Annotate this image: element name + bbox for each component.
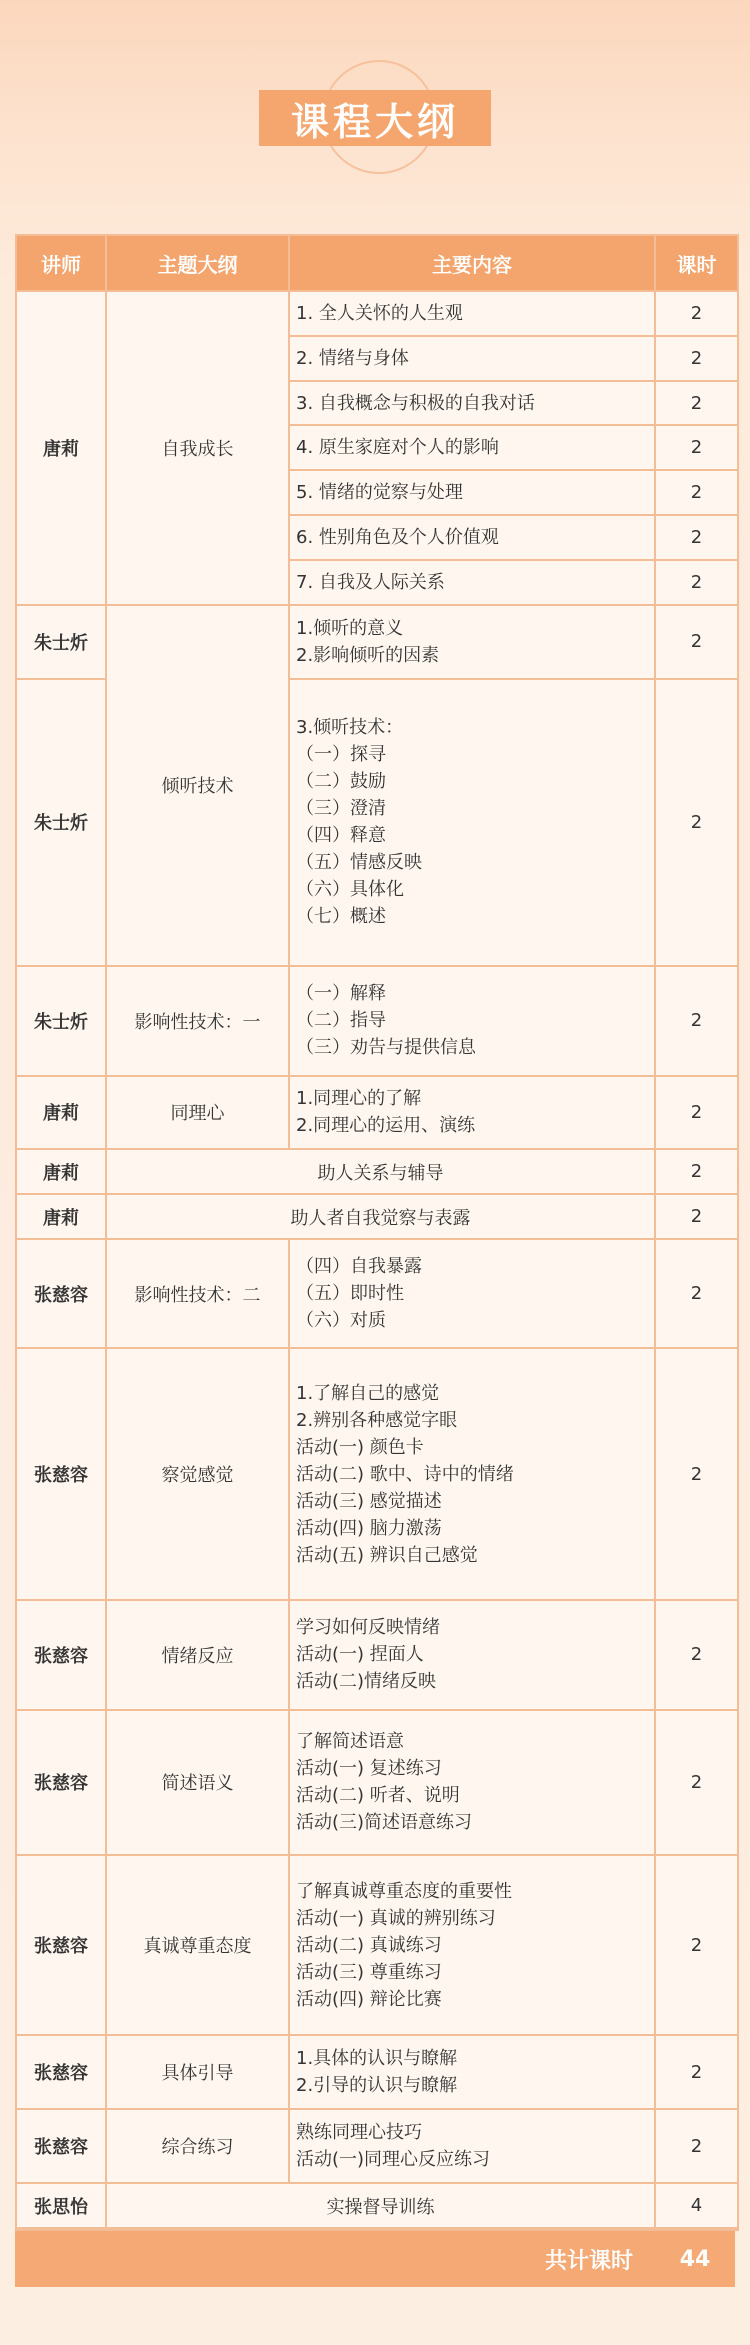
content-cell [290, 426, 656, 471]
content-cell [290, 292, 656, 337]
instructor-cell: 张慈容 [17, 1349, 107, 1601]
content-cell [290, 2036, 656, 2110]
content-line: 4. 原生家庭对个人的影响 [296, 437, 499, 459]
hours-cell: 2 [656, 1195, 737, 1240]
content-cell [290, 1856, 656, 2037]
content-line: 活动(二)情绪反映 [296, 1671, 437, 1693]
table-row [17, 1077, 737, 1151]
instructor-cell: 张慈容 [17, 1856, 107, 2037]
content-line: 1.倾听的意义 [296, 617, 404, 639]
topic-cell: 真诚尊重态度 [107, 1856, 290, 2037]
table-row [17, 292, 737, 337]
hours-cell: 2 [656, 1240, 737, 1349]
hours-cell: 2 [656, 426, 737, 471]
merged-topic-cell: 助人者自我觉察与表露 [107, 1195, 656, 1240]
topic-cell: 简述语义 [107, 1711, 290, 1856]
content-line: （二）鼓励 [296, 771, 386, 793]
content-line: 2.影响倾听的因素 [296, 644, 440, 666]
table-row [17, 1349, 737, 1601]
instructor-cell: 张慈容 [17, 1240, 107, 1349]
content-line: 活动(二) 歌中、诗中的情绪 [296, 1463, 514, 1485]
content-line: 2.同理心的运用、演练 [296, 1115, 476, 1137]
content-line: 7. 自我及人际关系 [296, 571, 445, 593]
page-title: 课程大纲 [259, 90, 491, 146]
hours-cell: 2 [656, 680, 737, 967]
table-row [17, 967, 737, 1076]
content-line: 1.具体的认识与瞭解 [296, 2048, 458, 2070]
table-body [17, 292, 737, 2229]
content-cell [290, 2110, 656, 2184]
table-row [17, 1195, 737, 1240]
content-line: 2. 情绪与身体 [296, 347, 409, 369]
table-row [17, 2110, 737, 2184]
hours-cell: 2 [656, 292, 737, 337]
content-line: 活动(一) 真诚的辨别练习 [296, 1907, 496, 1929]
content-cell [290, 1601, 656, 1710]
content-line: 2.引导的认识与瞭解 [296, 2075, 458, 2097]
content-cell [290, 1349, 656, 1601]
topic-cell: 综合练习 [107, 2110, 290, 2184]
content-line: 熟练同理心技巧 [296, 2122, 422, 2144]
instructor-cell: 唐莉 [17, 1195, 107, 1240]
table-row [17, 2036, 737, 2110]
header-hours: 课时 [656, 236, 737, 292]
content-cell [290, 1077, 656, 1151]
content-cell [290, 337, 656, 382]
content-line: 了解真诚尊重态度的重要性 [296, 1880, 512, 1902]
instructor-cell: 朱士炘 [17, 606, 107, 680]
content-line: （六）对质 [296, 1310, 386, 1332]
topic-cell: 察觉感觉 [107, 1349, 290, 1601]
content-line: 活动(三)简述语意练习 [296, 1812, 473, 1834]
content-cell [290, 1711, 656, 1856]
content-line: （四）自我暴露 [296, 1256, 422, 1278]
content-line: （四）释意 [296, 825, 386, 847]
content-line: 1. 全人关怀的人生观 [296, 302, 463, 324]
table-header-row [17, 236, 737, 292]
content-line: （七）概述 [296, 906, 386, 928]
instructor-cell: 唐莉 [17, 1077, 107, 1151]
hours-cell: 2 [656, 1711, 737, 1856]
content-line: （一）解释 [296, 983, 386, 1005]
topic-cell: 具体引导 [107, 2036, 290, 2110]
content-line: （六）具体化 [296, 879, 404, 901]
content-line: 活动(三) 感觉描述 [296, 1490, 442, 1512]
hours-cell: 2 [656, 382, 737, 427]
content-line: 活动(一) 复述练习 [296, 1758, 442, 1780]
table-row [17, 1240, 737, 1349]
header-topic: 主题大纲 [107, 236, 290, 292]
header-instructor: 讲师 [17, 236, 107, 292]
instructor-cell: 张慈容 [17, 1711, 107, 1856]
hours-cell: 2 [656, 2036, 737, 2110]
instructor-cell: 朱士炘 [17, 967, 107, 1076]
topic-cell: 同理心 [107, 1077, 290, 1151]
hours-cell: 2 [656, 1077, 737, 1151]
content-line: （五）情感反映 [296, 852, 422, 874]
table-row [17, 1711, 737, 1856]
content-line: 1.同理心的了解 [296, 1088, 422, 1110]
content-line: 活动(四) 脑力激荡 [296, 1517, 442, 1539]
instructor-cell: 唐莉 [17, 292, 107, 606]
content-cell [290, 382, 656, 427]
hours-cell: 2 [656, 1856, 737, 2037]
topic-cell: 影响性技术：二 [107, 1240, 290, 1349]
content-line: 活动(四) 辩论比赛 [296, 1988, 442, 2010]
table-row [17, 2184, 737, 2229]
table-row [17, 1601, 737, 1710]
content-line: 5. 情绪的觉察与处理 [296, 482, 463, 504]
table-row [17, 1856, 737, 2037]
hours-cell: 2 [656, 967, 737, 1076]
content-line: 活动(一) 颜色卡 [296, 1436, 424, 1458]
content-line: 活动(二) 真诚练习 [296, 1934, 442, 1956]
content-line: 活动(五) 辨识自己感觉 [296, 1544, 478, 1566]
course-outline-table [15, 234, 739, 2231]
hours-cell: 2 [656, 337, 737, 382]
instructor-cell: 朱士炘 [17, 680, 107, 967]
hours-cell: 2 [656, 561, 737, 606]
content-line: 活动(三) 尊重练习 [296, 1961, 442, 1983]
table-row [17, 1150, 737, 1195]
content-line: 6. 性别角色及个人价值观 [296, 527, 499, 549]
table-row [17, 606, 737, 680]
content-line: 3.倾听技术： [296, 717, 404, 739]
topic-cell: 自我成长 [107, 292, 290, 606]
content-line: （一）探寻 [296, 744, 386, 766]
hours-cell: 2 [656, 471, 737, 516]
instructor-cell: 张慈容 [17, 1601, 107, 1710]
content-line: （三）劝告与提供信息 [296, 1037, 476, 1059]
merged-topic-cell: 实操督导训练 [107, 2184, 656, 2229]
hours-cell: 2 [656, 1349, 737, 1601]
content-cell [290, 516, 656, 561]
total-value: 44 [679, 2246, 711, 2272]
content-cell [290, 680, 656, 967]
topic-cell: 影响性技术：一 [107, 967, 290, 1076]
title-area [0, 48, 750, 188]
hours-cell: 2 [656, 1601, 737, 1710]
content-line: 活动(一)同理心反应练习 [296, 2149, 491, 2171]
content-cell [290, 606, 656, 680]
content-line: （五）即时性 [296, 1283, 404, 1305]
hours-cell: 2 [656, 2110, 737, 2184]
total-label: 共计课时 [544, 2248, 633, 2274]
topic-cell: 情绪反应 [107, 1601, 290, 1710]
header-content: 主要内容 [290, 236, 656, 292]
instructor-cell: 张慈容 [17, 2036, 107, 2110]
content-cell [290, 561, 656, 606]
hours-cell: 2 [656, 1150, 737, 1195]
content-cell [290, 471, 656, 516]
content-cell [290, 1240, 656, 1349]
total-bar [15, 2231, 735, 2287]
content-cell [290, 967, 656, 1076]
merged-topic-cell: 助人关系与辅导 [107, 1150, 656, 1195]
instructor-cell: 唐莉 [17, 1150, 107, 1195]
content-line: （三）澄清 [296, 798, 386, 820]
content-line: 学习如何反映情绪 [296, 1617, 440, 1639]
instructor-cell: 张慈容 [17, 2110, 107, 2184]
content-line: 活动(一) 捏面人 [296, 1644, 424, 1666]
instructor-cell: 张思怡 [17, 2184, 107, 2229]
content-line: 1.了解自己的感觉 [296, 1382, 440, 1404]
content-line: （二）指导 [296, 1010, 386, 1032]
content-line: 3. 自我概念与积极的自我对话 [296, 392, 535, 414]
hours-cell: 4 [656, 2184, 737, 2229]
hours-cell: 2 [656, 516, 737, 561]
topic-cell: 倾听技术 [107, 606, 290, 967]
content-line: 2.辨别各种感觉字眼 [296, 1409, 458, 1431]
content-line: 活动(二) 听者、说明 [296, 1785, 460, 1807]
hours-cell: 2 [656, 606, 737, 680]
content-line: 了解简述语意 [296, 1731, 404, 1753]
